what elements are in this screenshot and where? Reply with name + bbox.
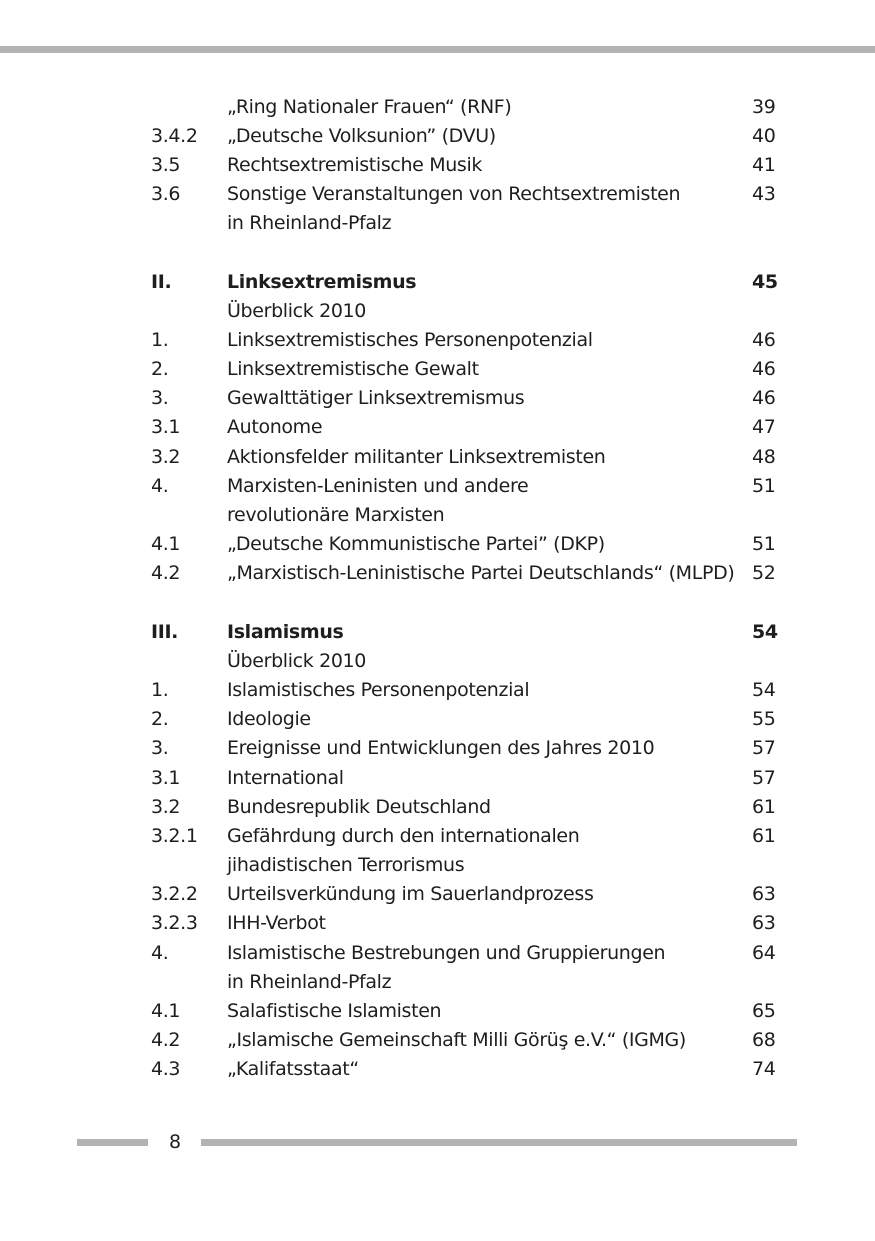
toc-number: 4.2 — [151, 1029, 181, 1051]
toc-entry-continuation — [0, 851, 875, 880]
toc-title: International — [227, 767, 344, 789]
toc-entry-continuation — [0, 209, 875, 238]
toc-page: 63 — [752, 883, 776, 905]
toc-entry — [0, 997, 875, 1026]
toc-page: 51 — [752, 475, 776, 497]
toc-title: Islamistische Bestrebungen und Gruppierungen — [227, 942, 666, 964]
toc-page: 61 — [752, 796, 776, 818]
toc-title: Sonstige Veranstaltungen von Rechtsextremisten — [227, 183, 681, 205]
toc-page: 64 — [752, 942, 776, 964]
toc-page: 46 — [752, 329, 776, 351]
toc-title: in Rheinland-Pfalz — [227, 212, 392, 234]
toc-number: 2. — [151, 708, 169, 730]
toc-entry — [0, 297, 875, 326]
footer-rule-left — [77, 1139, 148, 1146]
toc-title: Salafistische Islamisten — [227, 1000, 442, 1022]
toc-number: 3.1 — [151, 416, 181, 438]
section-page: 54 — [752, 621, 778, 643]
toc-number: 3. — [151, 737, 169, 759]
toc-page: 52 — [752, 562, 776, 584]
section-number: III. — [151, 621, 179, 643]
toc-page: 46 — [752, 387, 776, 409]
toc-title: Bundesrepublik Deutschland — [227, 796, 491, 818]
footer-rule-right — [201, 1139, 797, 1146]
toc-number: 3. — [151, 387, 169, 409]
toc-entry-continuation — [0, 968, 875, 997]
toc-number: 2. — [151, 358, 169, 380]
toc-number: 4. — [151, 475, 169, 497]
toc-page: 65 — [752, 1000, 776, 1022]
toc-number: 3.6 — [151, 183, 181, 205]
toc-entry — [0, 647, 875, 676]
toc-entry — [0, 705, 875, 734]
toc-page: 46 — [752, 358, 776, 380]
toc-page: 57 — [752, 767, 776, 789]
toc-section-heading — [0, 268, 875, 297]
toc-number: 3.2 — [151, 796, 181, 818]
toc-number: 3.5 — [151, 154, 181, 176]
toc-page: 57 — [752, 737, 776, 759]
toc-entry — [0, 384, 875, 413]
toc-title: Islamistisches Personenpotenzial — [227, 679, 530, 701]
toc-number: 4. — [151, 942, 169, 964]
toc-title: Urteilsverkündung im Sauerlandprozess — [227, 883, 594, 905]
toc-number: 4.1 — [151, 533, 181, 555]
toc-entry — [0, 472, 875, 501]
toc-number: 1. — [151, 679, 169, 701]
toc-entry — [0, 793, 875, 822]
toc-title: Ideologie — [227, 708, 311, 730]
toc-entry — [0, 909, 875, 938]
toc-title: in Rheinland-Pfalz — [227, 971, 392, 993]
toc-entry — [0, 559, 875, 588]
toc-entry-continuation — [0, 501, 875, 530]
toc-title: Marxisten-Leninisten und andere — [227, 475, 529, 497]
toc-page: 63 — [752, 912, 776, 934]
toc-title: „Islamische Gemeinschaft Milli Görüş e.V.“ (IGMG) — [227, 1029, 686, 1051]
toc-number: 4.1 — [151, 1000, 181, 1022]
toc-entry — [0, 734, 875, 763]
toc-entry — [0, 676, 875, 705]
footer-page-number: 8 — [168, 1131, 182, 1153]
toc-title: Linksextremistisches Personenpotenzial — [227, 329, 593, 351]
toc-number: 3.2.2 — [151, 883, 198, 905]
toc-entry — [0, 1055, 875, 1084]
toc-entry — [0, 413, 875, 442]
toc-entry — [0, 355, 875, 384]
toc-entry — [0, 822, 875, 851]
toc-number: 1. — [151, 329, 169, 351]
toc-title: Gefährdung durch den internationalen — [227, 825, 580, 847]
toc-title: „Deutsche Kommunistische Partei” (DKP) — [227, 533, 605, 555]
toc-entry — [0, 443, 875, 472]
toc-section-heading — [0, 618, 875, 647]
toc-number: 3.1 — [151, 767, 181, 789]
toc-number: 3.4.2 — [151, 125, 198, 147]
toc-entry — [0, 764, 875, 793]
toc-page: 39 — [752, 96, 776, 118]
section-page: 45 — [752, 271, 778, 293]
toc-title: „Marxistisch-Leninistische Partei Deutschlands“ (MLPD) — [227, 562, 735, 584]
section-title: Linksextremismus — [227, 271, 417, 293]
toc-page: 41 — [752, 154, 776, 176]
toc-title: Überblick 2010 — [227, 300, 367, 322]
toc-title: revolutionäre Marxisten — [227, 504, 445, 526]
toc-entry — [0, 1026, 875, 1055]
toc-title: Überblick 2010 — [227, 650, 367, 672]
toc-title: Gewalttätiger Linksextremismus — [227, 387, 525, 409]
toc-number: 3.2 — [151, 446, 181, 468]
toc-page: 43 — [752, 183, 776, 205]
toc-title: Aktionsfelder militanter Linksextremisten — [227, 446, 606, 468]
toc-entry — [0, 326, 875, 355]
toc-title: IHH-Verbot — [227, 912, 326, 934]
toc-page: 74 — [752, 1058, 776, 1080]
toc-title: Linksextremistische Gewalt — [227, 358, 479, 380]
toc-page: 40 — [752, 125, 776, 147]
toc-entry — [0, 122, 875, 151]
toc-page: 61 — [752, 825, 776, 847]
toc-page: 54 — [752, 679, 776, 701]
toc-number: 3.2.1 — [151, 825, 198, 847]
toc-title: Rechtsextremistische Musik — [227, 154, 483, 176]
toc-number: 4.2 — [151, 562, 181, 584]
toc-title: „Ring Nationaler Frauen“ (RNF) — [227, 96, 512, 118]
toc-number: 4.3 — [151, 1058, 181, 1080]
toc-page: 68 — [752, 1029, 776, 1051]
section-title: Islamismus — [227, 621, 344, 643]
toc-title: Autonome — [227, 416, 323, 438]
toc-number: 3.2.3 — [151, 912, 198, 934]
toc-page: 51 — [752, 533, 776, 555]
toc-title: Ereignisse und Entwicklungen des Jahres 2010 — [227, 737, 655, 759]
toc-page: 47 — [752, 416, 776, 438]
toc-title: „Kalifatsstaat“ — [227, 1058, 359, 1080]
toc-entry — [0, 180, 875, 209]
section-number: II. — [151, 271, 172, 293]
top-rule — [0, 46, 875, 53]
toc-title: „Deutsche Volksunion” (DVU) — [227, 125, 496, 147]
toc-entry — [0, 880, 875, 909]
toc-entry — [0, 151, 875, 180]
toc-entry — [0, 93, 875, 122]
toc-page: 55 — [752, 708, 776, 730]
toc-entry — [0, 530, 875, 559]
toc-page: 48 — [752, 446, 776, 468]
toc-title: jihadistischen Terrorismus — [227, 854, 465, 876]
toc-entry — [0, 939, 875, 968]
